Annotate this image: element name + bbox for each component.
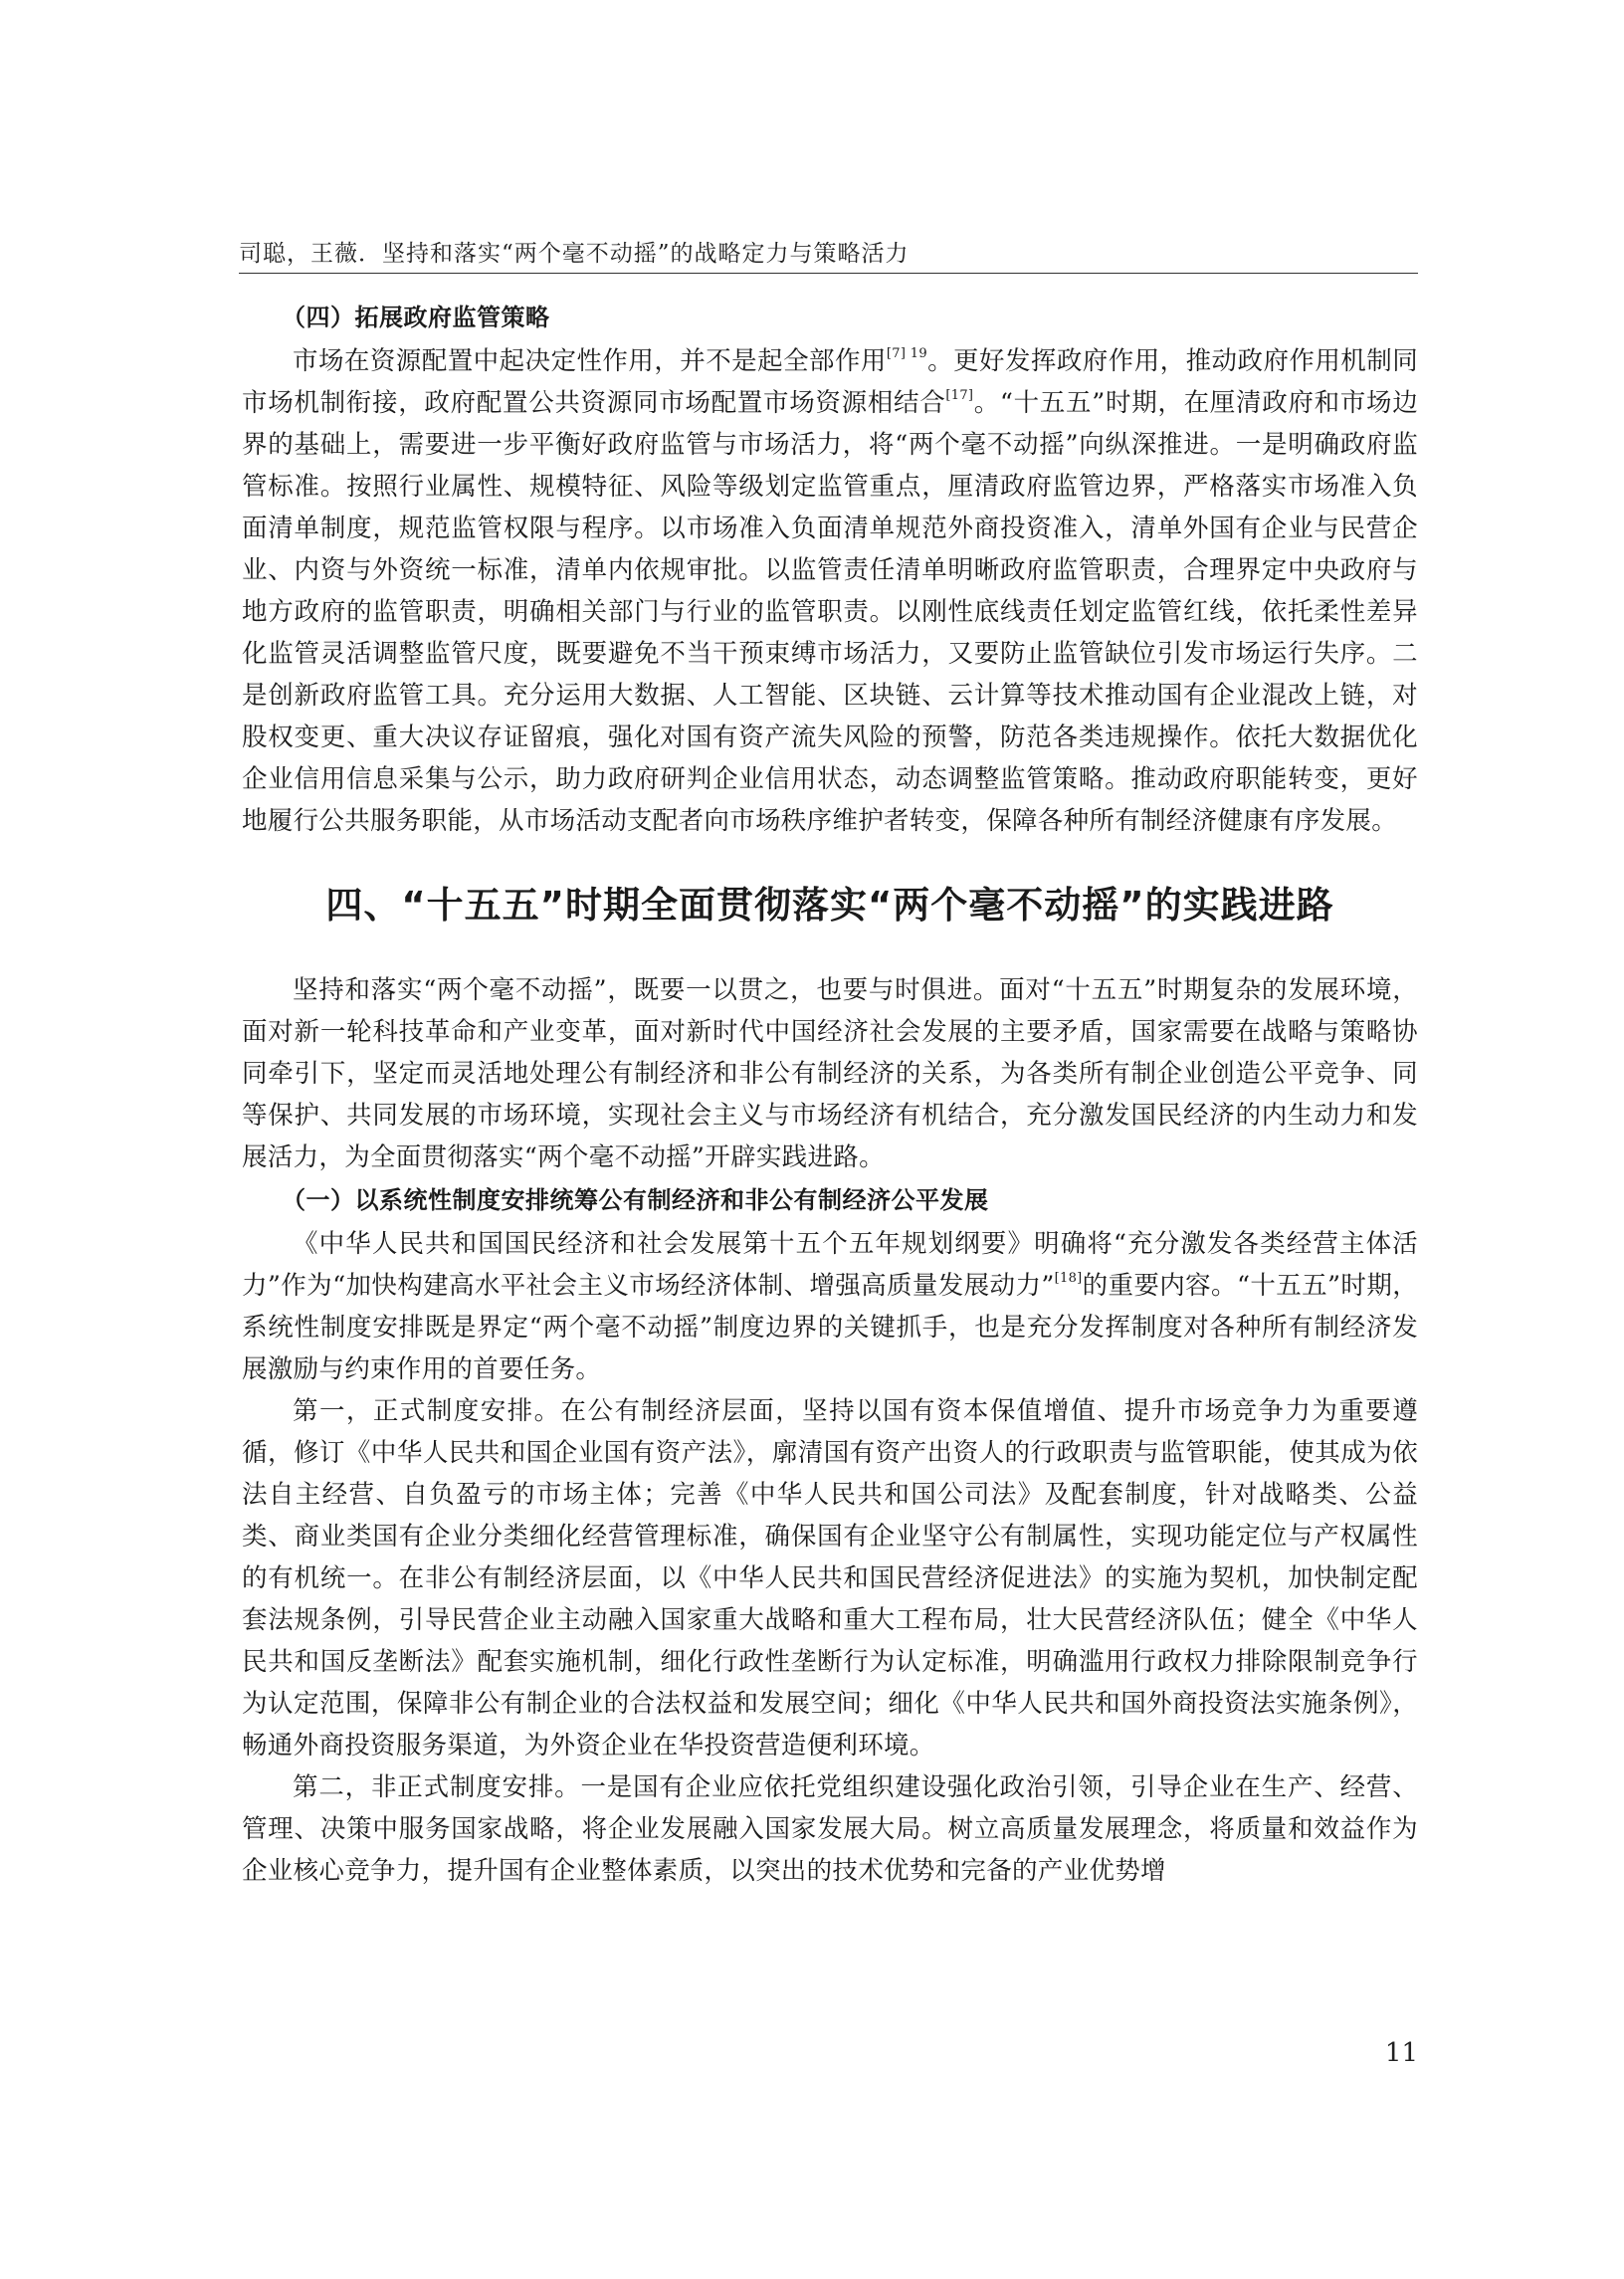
part-heading: 四、“十五五”时期全面贯彻落实“两个毫不动摇”的实践进路: [325, 884, 1334, 927]
section-heading-4: （四）拓展政府监管策略: [282, 304, 550, 331]
page-number: 11: [1384, 2038, 1418, 2068]
paragraph-text: 《中华人民共和国国民经济和社会发展第十五个五年规划纲要》明确将“充分激发各类经营主体活力”作为“加快构建高水平社会主义市场经济体制、增强高质量发展动力”: [242, 1229, 1418, 1301]
paragraph-text: 。更好发挥政府作用，推动政府作用机制同市场机制衔接，政府配置公共资源同市场配置市场资源相结合: [242, 346, 1419, 418]
citation: [7] 19: [886, 346, 927, 361]
paragraph-regulation: [242, 340, 1418, 842]
paragraph-plan: [242, 1223, 1418, 1390]
paragraph-text: 的重要内容。“十五五”时期，系统性制度安排既是界定“两个毫不动摇”制度边界的关键抓手，也是充分发挥制度对各种所有制经济发展激励与约束作用的首要任务。: [242, 1271, 1418, 1384]
paragraph-text: 。“十五五”时期，在厘清政府和市场边界的基础上，需要进一步平衡好政府监管与市场活力，将“两个毫不动摇”向纵深推进。一是明确政府监管标准。按照行业属性、规模特征、风险等级划定监管重点，厘清政府监管边界，严格落实市场准入负面清单制度，规范监管权限与程序。以市场准入负面清单规范外商投资准入，清单外国有企业与民营企业、内资与外资统一标准，清单内依规审批。以监管责任清单明晰政府监管职责，合理界定中央政府与地方政府的监管职责，明确相关部门与行业的监管职责。以刚性底线责任划定监管红线，依托柔性差异化监管灵活调整监管尺度，既要避免不当干预束缚市场活力，又要防止监管缺位引发市场运行失序。二是创新政府监管工具。充分运用大数据、人工智能、区块链、云计算等技术推动国有企业混改上链，对股权变更、重大决议存证留痕，强化对国有资产流失风险的预警，防范各类违规操作。依托大数据优化企业信用信息采集与公示，助力政府研判企业信用状态，动态调整监管策略。推动政府职能转变，更好地履行公共服务职能，从市场活动支配者向市场秩序维护者转变，保障各种所有制经济健康有序发展。: [242, 388, 1418, 836]
spacer: [242, 951, 1418, 969]
paragraph-formal-institutions: 第一，正式制度安排。在公有制经济层面，坚持以国有资本保值增值、提升市场竞争力为重要遵循，修订《中华人民共和国企业国有资产法》，廓清国有资产出资人的行政职责与监管职能，使其成为依法自主经营、自负盈亏的市场主体；完善《中华人民共和国公司法》及配套制度，针对战略类、公益类、商业类国有企业分类细化经营管理标准，确保国有企业坚守公有制属性，实现功能定位与产权属性的有机统一。在非公有制经济层面，以《中华人民共和国民营经济促进法》的实施为契机，加快制定配套法规条例，引导民营企业主动融入国家重大战略和重大工程布局，壮大民营经济队伍；健全《中华人民共和国反垄断法》配套实施机制，细化行政性垄断行为认定标准，明确滥用行政权力排除限制竞争行为认定范围，保障非公有制企业的合法权益和发展空间；细化《中华人民共和国外商投资法实施条例》，畅通外商投资服务渠道，为外资企业在华投资营造便利环境。: [242, 1396, 1418, 1761]
spacer: [242, 842, 1418, 860]
paragraph-informal-institutions: 第二，非正式制度安排。一是国有企业应依托党组织建设强化政治引领，引导企业在生产、经营、管理、决策中服务国家战略，将企业发展融入国家发展大局。树立高质量发展理念，将质量和效益作为企业核心竞争力，提升国有企业整体素质，以突出的技术优势和完备的产业优势增: [242, 1772, 1418, 1886]
paragraph-intro: 坚持和落实“两个毫不动摇”，既要一以贯之，也要与时俱进。面对“十五五”时期复杂的发展环境，面对新一轮科技革命和产业变革，面对新时代中国经济社会发展的主要矛盾，国家需要在战略与策略协同牵引下，坚定而灵活地处理公有制经济和非公有制经济的关系，为各类所有制企业创造公平竞争、同等保护、共同发展的市场环境，实现社会主义与市场经济有机结合，充分激发国民经济的内生动力和发展活力，为全面贯彻落实“两个毫不动摇”开辟实践进路。: [242, 975, 1418, 1172]
paragraph-text: 市场在资源配置中起决定性作用，并不是起全部作用: [293, 346, 887, 376]
article-body: [242, 296, 1418, 1892]
header-rule: [239, 273, 1418, 274]
subsection-heading-1: （一）以系统性制度安排统筹公有制经济和非公有制经济公平发展: [282, 1186, 989, 1214]
citation: [18]: [1054, 1271, 1083, 1286]
citation: [17]: [945, 388, 974, 403]
running-header: 司聪，王薇．坚持和落实“两个毫不动摇”的战略定力与策略活力: [239, 241, 910, 267]
